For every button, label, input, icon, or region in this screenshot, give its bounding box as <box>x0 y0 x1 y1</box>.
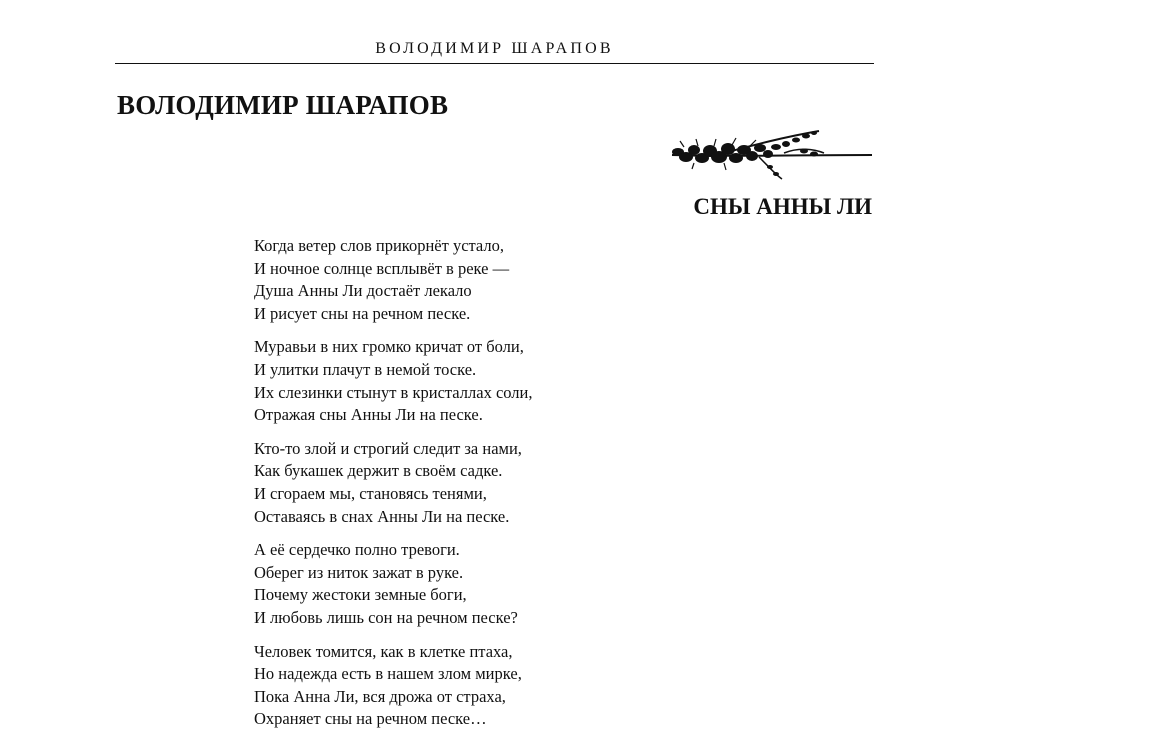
running-header <box>115 38 874 64</box>
poem-line: А её сердечко полно тревоги. <box>254 540 460 560</box>
poem-line: Их слезинки стынут в кристаллах соли, <box>254 382 533 402</box>
poem-line: Кто-то злой и строгий следит за нами, <box>254 438 522 458</box>
poem-line: Пока Анна Ли, вся дрожа от страха, <box>254 686 506 706</box>
poem-line: И ночное солнце всплывёт в реке — <box>254 258 510 278</box>
stanza <box>254 539 533 629</box>
poem-line: Но надежда есть в нашем злом мирке, <box>254 664 522 684</box>
poem-line: Почему жестоки земные боги, <box>254 585 467 605</box>
poem-line: И сгораем мы, становясь тенями, <box>254 483 487 503</box>
grass-sprig-icon <box>664 127 874 183</box>
poem-line: Охраняет сны на речном песке… <box>254 709 487 729</box>
poem-line: И рисует сны на речном песке. <box>254 303 471 323</box>
poem-line: Как букашек держит в своём садке. <box>254 461 503 481</box>
poem-title: СНЫ АННЫ ЛИ <box>693 194 872 219</box>
stanza <box>254 235 533 325</box>
stanza <box>254 641 533 731</box>
poem-line: Отражая сны Анны Ли на песке. <box>254 405 483 425</box>
poem-line: Человек томится, как в клетке птаха, <box>254 641 513 661</box>
poem-line: И улитки плачут в немой тоске. <box>254 359 477 379</box>
running-header-title: ВОЛОДИМИР ШАРАПОВ <box>375 40 614 57</box>
stanza <box>254 438 533 528</box>
poem-line: Когда ветер слов прикорнёт устало, <box>254 236 505 255</box>
poem-line: Оставаясь в снах Анны Ли на песке. <box>254 506 510 526</box>
poem-body <box>254 235 533 742</box>
author-name: ВОЛОДИМИР ШАРАПОВ <box>117 90 449 120</box>
poem-line: И любовь лишь сон на речном песке? <box>254 607 518 627</box>
poem-line: Оберег из ниток зажат в руке. <box>254 562 464 582</box>
poem-line: Муравьи в них громко кричат от боли, <box>254 337 524 357</box>
stanza <box>254 336 533 426</box>
poem-line: Душа Анны Ли достаёт лекало <box>254 281 472 301</box>
